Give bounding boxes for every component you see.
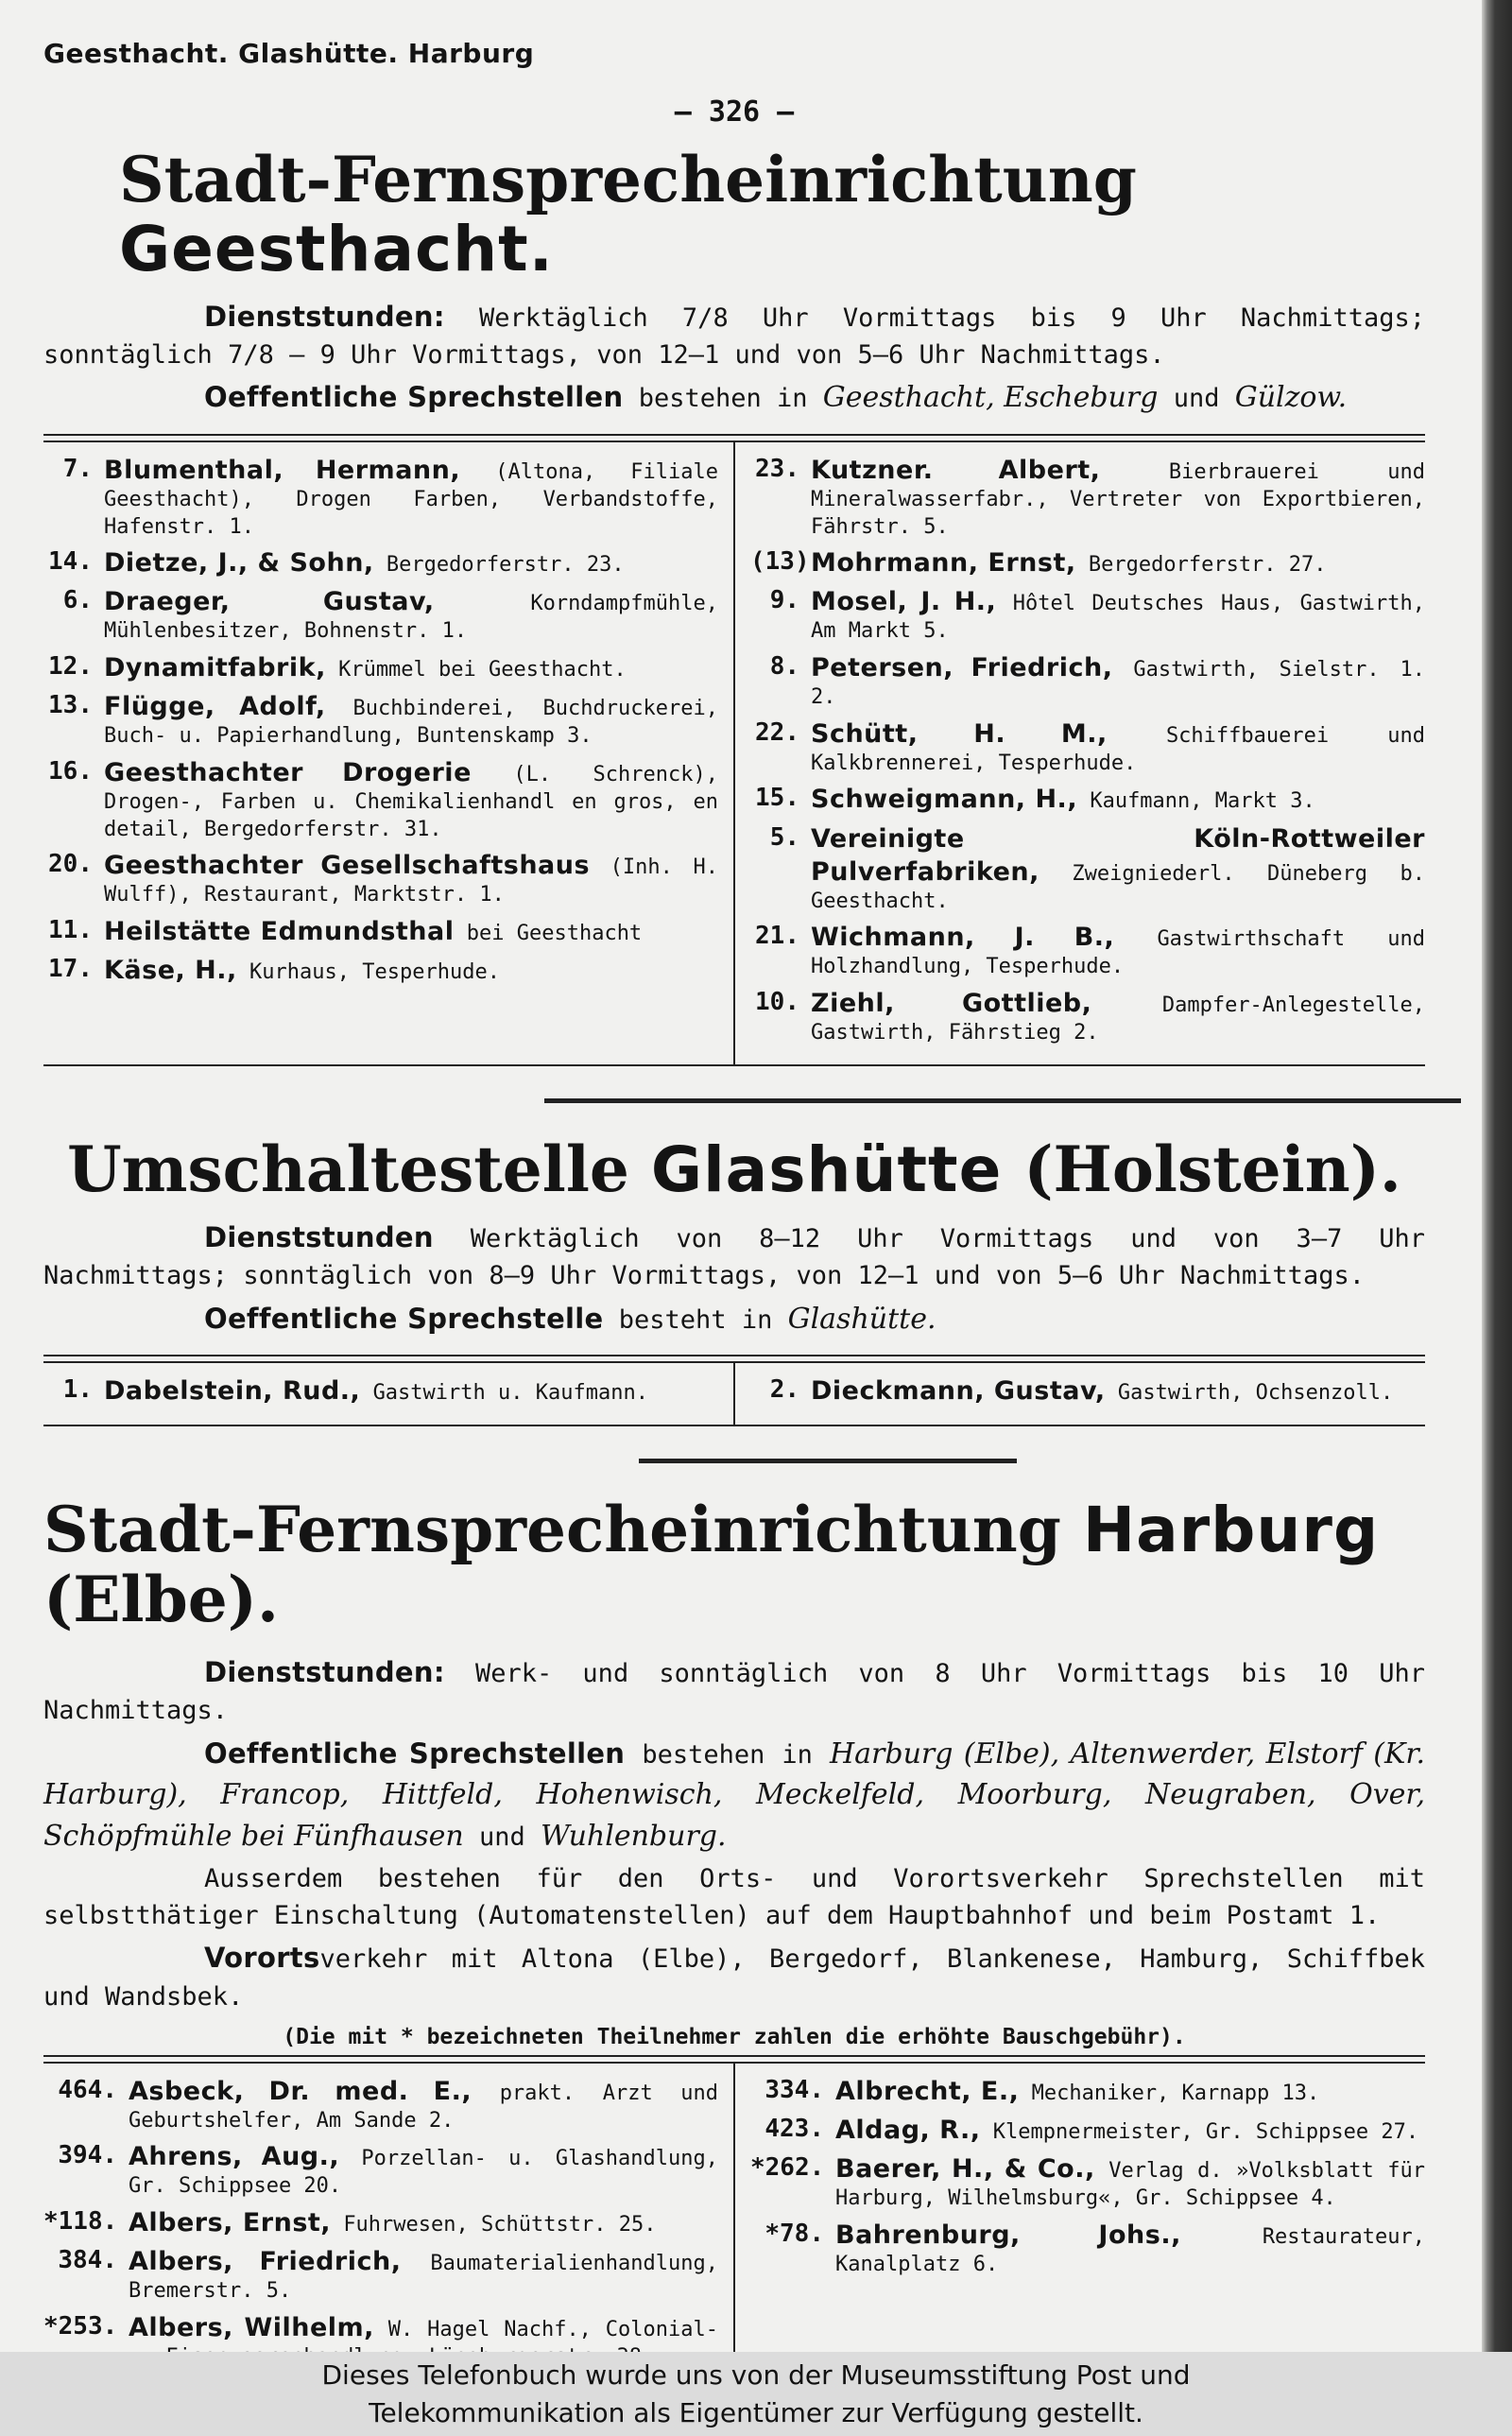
subscriber-entry	[750, 2114, 1425, 2147]
subscriber-info: W. Hagel Nachf., Colonial-	[387, 2317, 718, 2341]
subscriber-entry	[750, 822, 1425, 916]
subscriber-details	[104, 849, 718, 909]
subscriber-name: Aldag, R.,	[835, 2115, 981, 2145]
subscriber-number: 16.	[48, 756, 93, 786]
subscriber-info: Gastwirth u. Kaufmann.	[372, 1381, 648, 1406]
subscriber-details	[104, 651, 718, 684]
subscriber-entry	[750, 546, 1425, 579]
subscriber-entry	[43, 2140, 718, 2201]
section-title	[43, 1493, 1425, 1636]
subscriber-entry	[750, 921, 1425, 981]
subscriber-entry	[43, 690, 718, 751]
page-header	[43, 38, 1425, 69]
subscriber-info: Gastwirth, Sielstr. 1. 2.	[811, 658, 1425, 710]
automat-stations	[43, 1860, 1425, 1934]
page-number: — 326 —	[674, 95, 795, 129]
subscriber-number: 384.	[58, 2246, 117, 2275]
public-stations-and: und	[1173, 384, 1220, 414]
subscriber-name: Heilstätte Edmundsthal	[104, 916, 455, 946]
subscriber-info: Restaurateur, Kanalplatz 6.	[835, 2224, 1425, 2276]
subscriber-name: Bahrenburg, Johs.,	[835, 2220, 1181, 2250]
public-stations-last: Wuhlenburg.	[540, 1819, 727, 1853]
subscriber-name: Albrecht, E.,	[835, 2076, 1020, 2106]
subscriber-column-right	[735, 1363, 1425, 1425]
subscriber-details	[129, 2140, 718, 2201]
subscriber-info: (Altona, Filiale Geesthacht), Drogen Farben, Verbandstoffe, Hafenstr. 1.	[104, 459, 719, 539]
subscriber-details	[811, 585, 1425, 646]
suburban-traffic	[43, 1938, 1425, 2014]
subscriber-details	[104, 585, 718, 646]
subscriber-entry	[750, 987, 1425, 1047]
subscriber-entry	[43, 915, 718, 948]
subscriber-number: 15.	[755, 784, 799, 813]
subscriber-details	[835, 2075, 1425, 2108]
subscriber-details	[129, 2245, 718, 2306]
public-stations-and: und	[478, 1822, 525, 1852]
subscriber-name: Ziehl, Gottlieb,	[811, 988, 1092, 1018]
subscriber-info: Baumaterialienhandlung, Bremerstr. 5.	[129, 2252, 718, 2304]
subscriber-name: Albers, Friedrich,	[129, 2247, 402, 2277]
subscriber-number: 334.	[765, 2075, 824, 2104]
subscriber-info: (Inh. H. Wulff), Restaurant, Marktstr. 1.	[104, 855, 718, 907]
subscriber-entry	[43, 2075, 718, 2135]
subscriber-entry	[750, 783, 1425, 816]
subscriber-name: Albers, Ernst,	[129, 2208, 332, 2238]
subscriber-number: *253.	[43, 2311, 118, 2341]
subscriber-name: Geesthachter Drogerie	[104, 757, 472, 787]
office-hours-label: Dienststunden:	[204, 1656, 445, 1689]
subscriber-info: Gastwirthschaft und Holzhandlung, Tesperhude.	[811, 927, 1425, 979]
office-hours-label: Dienststunden	[204, 1221, 434, 1254]
subscriber-details	[835, 2152, 1425, 2213]
suburban-traffic-text: verkehr mit Altona (Elbe), Bergedorf, Blankenese, Hamburg, Schiffbek und Wandsbek.	[43, 1944, 1425, 2012]
subscriber-details	[104, 915, 718, 948]
public-stations-text: bestehen in	[642, 1739, 813, 1770]
subscriber-number: 7.	[62, 454, 93, 483]
office-hours-text: Werk- und sonntäglich von 8 Uhr Vormittags bis 10 Uhr Nachmittags.	[43, 1659, 1425, 1726]
subscriber-number: *118.	[43, 2207, 118, 2237]
title-suffix: (Holstein).	[1023, 1132, 1401, 1206]
subscriber-info: bei Geesthacht	[466, 921, 643, 945]
title-strong: Geesthacht.	[119, 212, 554, 285]
subscriber-entry	[43, 2245, 718, 2306]
section-title	[43, 1132, 1425, 1206]
subscriber-entry	[43, 954, 718, 987]
subscriber-number: 394.	[58, 2141, 117, 2170]
subscriber-number: *262.	[750, 2152, 825, 2182]
subscriber-info: Schiffbauerei und Kalkbrennerei, Tesperhude.	[811, 723, 1425, 775]
public-stations-label: Oeffentliche Sprechstelle	[204, 1302, 604, 1335]
subscriber-column-right	[735, 442, 1425, 1064]
office-hours-text: Werktäglich von 8—12 Uhr Vormittags und von 3—7 Uhr Nachmittags; sonntäglich von 8—9 Uhr Vormittags, von 12—1 und von 5—6 Uhr Nachmittags.	[43, 1224, 1425, 1291]
public-stations-text: besteht in	[618, 1304, 773, 1335]
suburban-traffic-label: Vororts	[204, 1942, 320, 1975]
section-divider	[544, 1098, 1461, 1103]
subscriber-info: Mechaniker, Karnapp 13.	[1031, 2081, 1320, 2105]
public-stations-places: Geesthacht, Escheburg	[822, 381, 1159, 415]
subscriber-info: Krümmel bei Geesthacht.	[338, 658, 627, 682]
title-strong: Harburg	[1082, 1494, 1380, 1567]
subscriber-name: Wichmann, J. B.,	[811, 923, 1115, 953]
subscriber-info: Kurhaus, Tesperhude.	[249, 959, 500, 984]
subscriber-entry	[750, 585, 1425, 646]
office-hours-label: Dienststunden:	[204, 301, 445, 334]
subscriber-info: Fuhrwesen, Schüttstr. 25.	[343, 2213, 657, 2237]
subscriber-entry	[43, 2206, 718, 2239]
subscriber-column-left	[43, 442, 735, 1064]
subscriber-entry	[43, 756, 718, 843]
subscriber-info: Hôtel Deutsches Haus, Gastwirth, Am Markt 5.	[811, 592, 1426, 644]
running-head: Geesthacht. Glashütte. Harburg	[43, 38, 535, 69]
subscriber-info: Gastwirth, Ochsenzoll.	[1117, 1381, 1394, 1406]
subscriber-number: 12.	[48, 652, 93, 682]
subscriber-info: Bierbrauerei und Mineralwasserfabr., Vertreter von Exportbieren, Fährstr. 5.	[811, 459, 1425, 539]
automat-stations-text: Ausserdem bestehen für den Orts- und Vorortsverkehr Sprechstellen mit selbstthätiger Einschaltung (Automatenstellen) auf dem Hauptbahnhof und beim Postamt 1.	[43, 1864, 1425, 1931]
subscriber-number: 10.	[755, 987, 799, 1016]
public-stations-places: Glashütte.	[787, 1302, 936, 1336]
subscriber-number: 423.	[765, 2114, 824, 2143]
public-stations	[43, 1299, 1425, 1340]
subscriber-list	[43, 442, 1425, 1066]
subscriber-info: Bergedorferstr. 23.	[386, 553, 625, 578]
public-stations-label: Oeffentliche Sprechstellen	[204, 381, 624, 414]
subscriber-entry	[43, 651, 718, 684]
office-hours	[43, 1652, 1425, 1729]
subscriber-column-left	[43, 1363, 735, 1425]
section-rule	[43, 1355, 1425, 1363]
subscriber-details	[811, 921, 1425, 981]
subscriber-info: Buchbinderei, Buchdruckerei, Buch- u. Papierhandlung, Buntenskamp 3.	[104, 697, 718, 749]
subscriber-name: Ahrens, Aug.,	[129, 2142, 340, 2172]
subscriber-details	[104, 454, 718, 541]
subscriber-column-left	[43, 2064, 735, 2389]
subscriber-number: 17.	[48, 954, 93, 983]
title-strong: Glashütte	[650, 1132, 1003, 1206]
title-prefix: Stadt-Fernsprecheinrichtung	[43, 1493, 1061, 1567]
subscriber-info: Verlag d. »Volksblatt für Harburg, Wilhelmsburg«, Gr. Schippsee 4.	[835, 2158, 1425, 2210]
office-hours-text: Werktäglich 7/8 Uhr Vormittags bis 9 Uhr Nachmittags; sonntäglich 7/8 — 9 Uhr Vormittags, von 12—1 und von 5—6 Uhr Nachmittags.	[43, 303, 1425, 371]
subscriber-number: 21.	[755, 922, 799, 951]
subscriber-entry	[750, 651, 1425, 712]
title-prefix: Umschaltestelle	[67, 1132, 629, 1206]
subscriber-info: Bergedorferstr. 27.	[1088, 553, 1327, 578]
public-stations-text: bestehen in	[638, 384, 808, 414]
subscriber-entry	[750, 717, 1425, 778]
subscriber-details	[104, 954, 718, 987]
subscriber-details	[129, 2075, 718, 2135]
subscriber-name: Mohrmann, Ernst,	[811, 548, 1076, 579]
subscriber-details	[104, 546, 718, 579]
subscriber-entry	[43, 849, 718, 909]
subscriber-entry	[750, 454, 1425, 541]
subscriber-entry	[750, 2152, 1425, 2213]
subscriber-details	[811, 651, 1425, 712]
subscriber-name: Schütt, H. M.,	[811, 718, 1108, 749]
subscriber-number: 464.	[58, 2075, 117, 2104]
subscriber-name: Petersen, Friedrich,	[811, 653, 1113, 683]
subscriber-info: Porzellan- u. Glashandlung, Gr. Schippsee 20.	[129, 2147, 719, 2199]
subscriber-info: Dampfer-Anlegestelle, Gastwirth, Fährstieg 2.	[811, 993, 1425, 1045]
subscriber-info: (L. Schrenck), Drogen-, Farben u. Chemikalienhandl en gros, en detail, Bergedorferstr. 31.	[104, 762, 719, 841]
office-hours	[43, 1218, 1425, 1294]
subscriber-details	[811, 783, 1425, 816]
section-glashuette	[43, 1132, 1425, 1426]
subscriber-number: 1.	[62, 1375, 93, 1405]
subscriber-info: Klempnermeister, Gr. Schippsee 27.	[992, 2119, 1419, 2144]
subscriber-details	[104, 756, 718, 843]
public-stations	[43, 1734, 1425, 1857]
footer-line-2: Telekommunikation als Eigentümer zur Verfügung gestellt.	[369, 2397, 1143, 2428]
subscriber-column-right	[735, 2064, 1425, 2389]
section-divider	[639, 1459, 1017, 1463]
subscriber-number: 2.	[769, 1375, 799, 1405]
subscriber-details	[811, 717, 1425, 778]
fee-note: (Die mit * bezeichneten Theilnehmer zahlen die erhöhte Bauschgebühr).	[283, 2024, 1186, 2049]
subscriber-entry	[43, 546, 718, 579]
subscriber-entry	[43, 585, 718, 646]
section-title	[43, 143, 1425, 285]
subscriber-name: Geesthachter Gesellschaftshaus	[104, 851, 591, 881]
subscriber-name: Draeger, Gustav,	[104, 587, 435, 617]
subscriber-details	[835, 2114, 1425, 2147]
subscriber-name: Blumenthal, Hermann,	[104, 455, 461, 485]
subscriber-details	[811, 454, 1425, 541]
title-prefix: Stadt-Fernsprecheinrichtung	[119, 143, 1137, 216]
subscriber-number: 11.	[48, 915, 93, 944]
subscriber-details	[835, 2219, 1425, 2279]
subscriber-number: (13)	[750, 547, 810, 577]
subscriber-entry	[750, 1374, 1425, 1408]
section-geesthacht	[43, 143, 1426, 1066]
public-stations-label: Oeffentliche Sprechstellen	[204, 1736, 626, 1770]
office-hours	[43, 297, 1425, 373]
subscriber-details	[129, 2206, 718, 2239]
page-edge	[1482, 0, 1512, 2352]
section-rule	[43, 2055, 1425, 2064]
subscriber-details	[811, 1374, 1425, 1408]
subscriber-name: Dabelstein, Rud.,	[104, 1376, 361, 1407]
title-suffix: (Elbe).	[43, 1562, 279, 1636]
subscriber-name: Mosel, J. H.,	[811, 587, 997, 617]
public-stations-last: Gülzow.	[1234, 381, 1348, 415]
subscriber-name: Flügge, Adolf,	[104, 692, 326, 722]
subscriber-name: Schweigmann, H.,	[811, 785, 1078, 815]
subscriber-name: Dynamitfabrik,	[104, 653, 326, 683]
copyright-footer	[0, 2352, 1512, 2436]
subscriber-list	[43, 2064, 1425, 2389]
subscriber-info: Korndampfmühle, Mühlenbesitzer, Bohnenstr. 1.	[104, 592, 719, 644]
subscriber-name: Asbeck, Dr. med. E.,	[129, 2076, 472, 2106]
subscriber-name: Vereinigte Köln-Rottweiler Pulverfabriken,	[811, 823, 1425, 887]
subscriber-info: Zweigniederl. Düneberg b. Geesthacht.	[811, 861, 1425, 913]
subscriber-details	[811, 987, 1425, 1047]
section-rule	[43, 434, 1425, 442]
subscriber-info: Kaufmann, Markt 3.	[1090, 789, 1315, 814]
subscriber-number: 13.	[48, 691, 93, 720]
subscriber-name: Baerer, H., & Co.,	[835, 2153, 1095, 2184]
subscriber-number: 6.	[62, 586, 93, 615]
subscriber-entry	[750, 2219, 1425, 2279]
subscriber-details	[811, 546, 1425, 579]
public-stations	[43, 377, 1425, 419]
subscriber-details	[104, 1374, 718, 1408]
subscriber-number: 5.	[769, 822, 799, 852]
subscriber-number: 9.	[769, 586, 799, 615]
subscriber-entry	[43, 454, 718, 541]
subscriber-number: 22.	[755, 717, 799, 747]
subscriber-name: Käse, H.,	[104, 955, 237, 985]
subscriber-name: Albers, Wilhelm,	[129, 2312, 374, 2342]
section-harburg	[43, 1495, 1425, 2388]
subscriber-details	[104, 690, 718, 751]
subscriber-name: Dietze, J., & Sohn,	[104, 548, 374, 579]
subscriber-entry	[750, 2075, 1425, 2108]
subscriber-entry	[43, 1374, 718, 1408]
subscriber-name: Kutzner. Albert,	[811, 455, 1101, 485]
subscriber-number: 20.	[48, 850, 93, 879]
subscriber-details	[811, 822, 1425, 916]
footer-line-1: Dieses Telefonbuch wurde uns von der Museumsstiftung Post und	[321, 2359, 1191, 2391]
subscriber-list	[43, 1363, 1425, 1426]
public-stations-places: Harburg (Elbe), Altenwerder, Elstorf (Kr. Harburg), Francop, Hittfeld, Hohenwisch, Meckelfeld, Moorburg, Neugraben, Over, Schöpfmühle bei Fünfhausen	[43, 1736, 1426, 1853]
subscriber-number: 8.	[769, 652, 799, 682]
subscriber-number: 23.	[755, 454, 799, 483]
subscriber-number: *78.	[765, 2219, 824, 2248]
subscriber-number: 14.	[48, 547, 93, 577]
subscriber-info: prakt. Arzt und Geburtshelfer, Am Sande 2.	[129, 2081, 718, 2133]
subscriber-name: Dieckmann, Gustav,	[811, 1376, 1106, 1407]
